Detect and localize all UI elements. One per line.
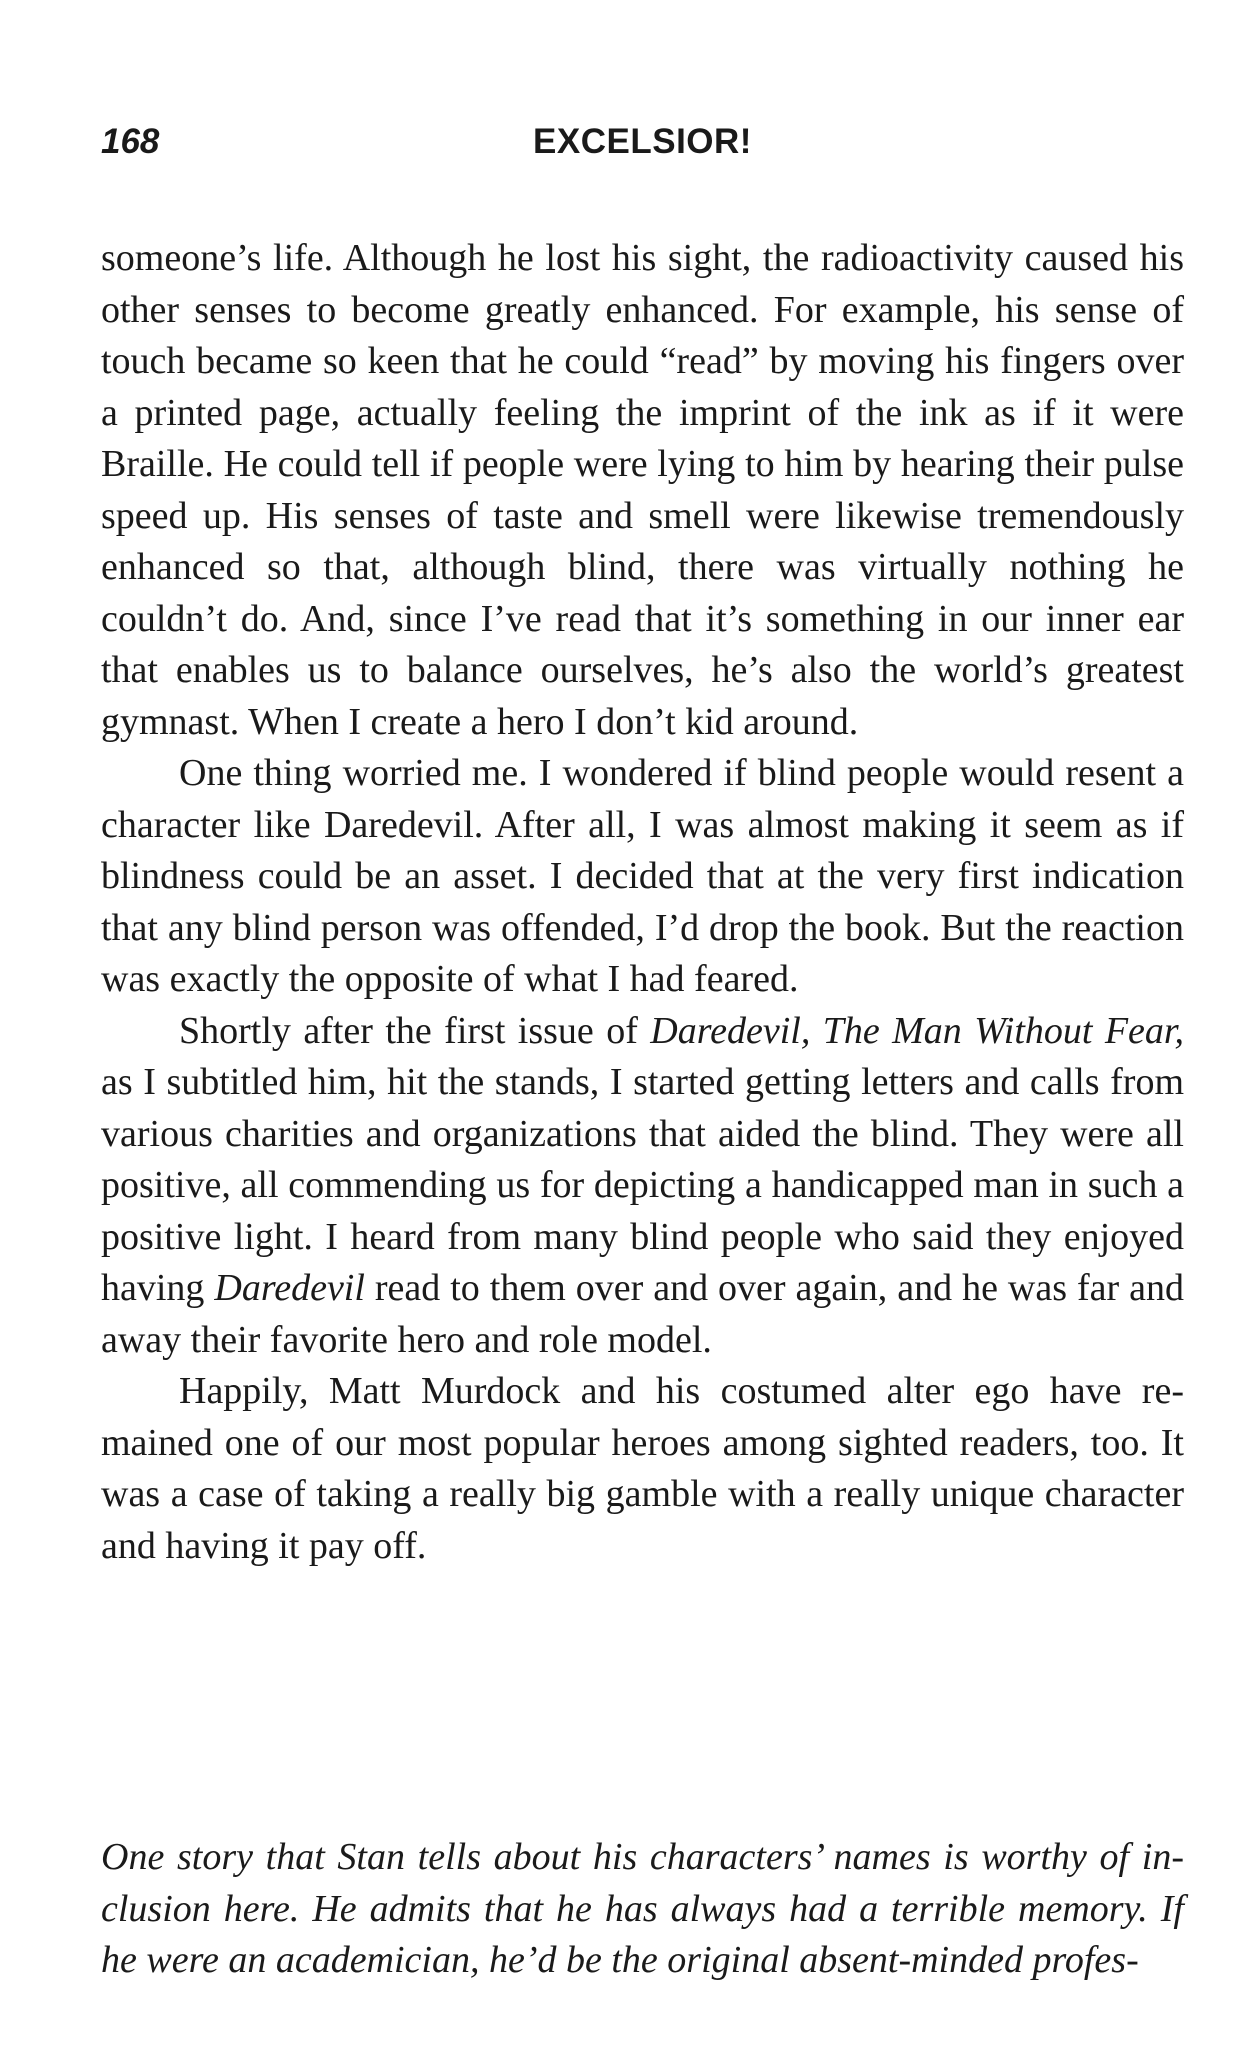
running-head (101, 116, 1184, 168)
paragraph-3-text-middle: as I subtitled him, hit the stands, I started getting letters and calls from various charities and organizations that aided the blind. They were all positive, all commending us for depicting a handicapped man in such a positive light. I heard from many blind people who said they enjoyed having (101, 1061, 1184, 1309)
book-title-daredevil: Daredevil (214, 1267, 365, 1309)
paragraph-4: Happily, Matt Murdock and his costumed alter ego have remained one of our most popular heroes among sighted readers, too. It was a case of taking a really big gamble with a really unique character and having it pay off. (101, 1370, 1184, 1567)
paragraph-3-text-start: Shortly after the first issue of (179, 1009, 651, 1052)
paragraph-3 (101, 1006, 1184, 1367)
page-number: 168 (101, 122, 160, 161)
paragraph-1: someone’s life. Although he lost his sight, the radioactivity caused his other senses to become greatly enhanced. For example, his sense of touch became so keen that he could “read” by moving his fingers over a printed page, actually feeling the imprint of the ink as if it were Braille. He could tell if people were lying to him by hearing their pulse speed up. His senses of taste and smell were likewise tremendously enhanced so that, although blind, there was virtually nothing he couldn’t do. And, since I’ve read that it’s something in our inner ear that enables us to balance ourselves, he’s also the world’s greatest gymnast. When I create a hero I don’t kid around. (101, 237, 1184, 743)
paragraph-3-text-end: read to them over and over again, and he was far and away their favorite hero and role model. (101, 1267, 1184, 1361)
paragraph-2: One thing worried me. I wondered if blind people would resent a character like Daredevil. After all, I was almost making it seem as if blindness could be an asset. I decided that at the very first indication that any blind person was offended, I’d drop the book. But the reaction was exactly the opposite of what I had feared. (101, 752, 1184, 1000)
editorial-note: One story that Stan tells about his characters’ names is worthy of inclusion here. He admits that he has always had a terrible memory. If he were an academician, he’d be the original absent-minded profes- (101, 1836, 1184, 1981)
running-title: EXCELSIOR! (533, 122, 752, 161)
book-title-daredevil-full: Daredevil, The Man Without Fear, (650, 1009, 1185, 1052)
body-text (101, 233, 1184, 1572)
